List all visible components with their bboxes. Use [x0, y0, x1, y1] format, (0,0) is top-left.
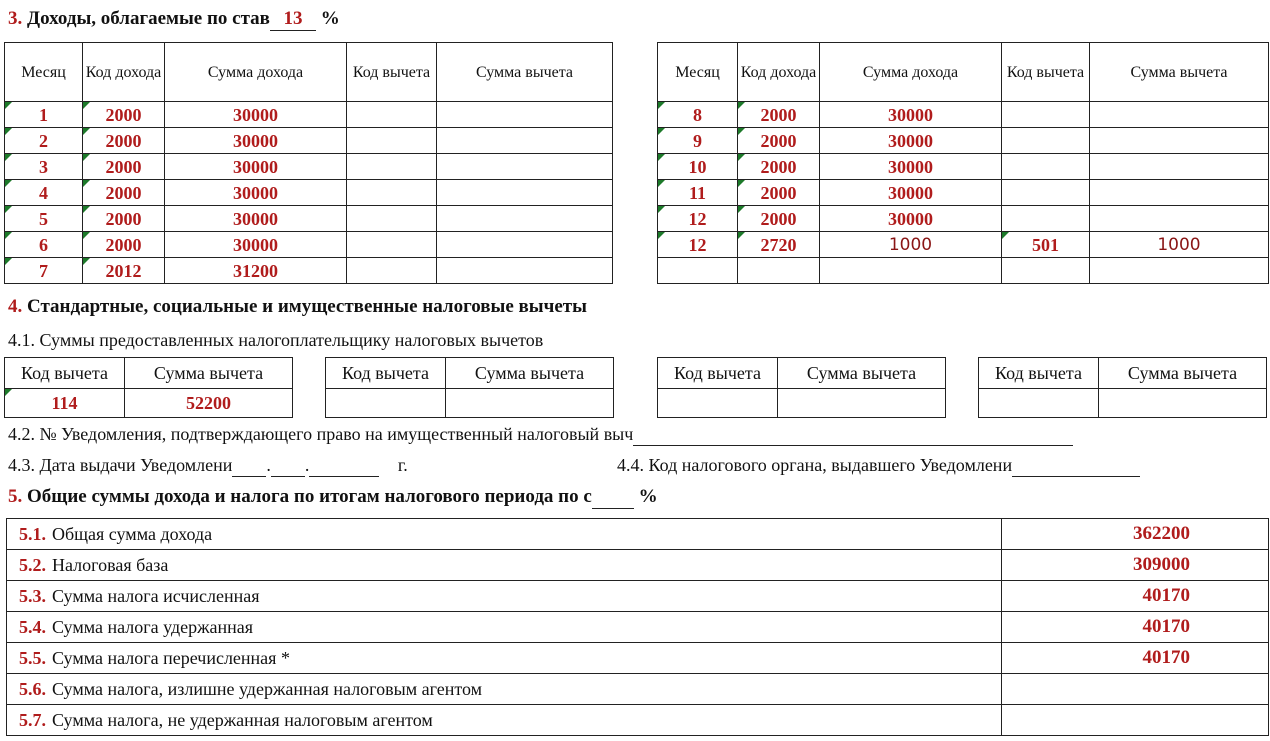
header-deduction-sum: Сумма вычета — [446, 358, 614, 389]
date-year-suffix: г. — [397, 455, 408, 475]
total-label-cell — [7, 643, 1002, 674]
row-code: 5.4. — [19, 616, 46, 637]
deduction-sum-cell[interactable] — [437, 154, 613, 180]
income-table-right — [657, 42, 1269, 284]
table-row — [658, 154, 1269, 180]
rate-value[interactable]: 13 — [270, 8, 316, 31]
header-deduction-code: Код вычета — [326, 358, 446, 389]
section-5-title-text: Общие суммы дохода и налога по итогам налогового периода по с — [27, 486, 592, 507]
deduction-code-cell[interactable] — [347, 102, 437, 128]
table-row — [5, 154, 613, 180]
deduction-table-4 — [978, 357, 1267, 418]
date-month-field[interactable] — [271, 455, 305, 477]
income-sum-cell[interactable]: 30000 — [820, 154, 1002, 180]
deduction-sum-cell[interactable] — [1090, 206, 1269, 232]
table-row — [658, 180, 1269, 206]
table-row — [7, 612, 1269, 643]
deduction-sum-cell[interactable] — [437, 258, 613, 284]
total-label-cell — [7, 519, 1002, 550]
total-label-cell — [7, 581, 1002, 612]
header-income-sum: Сумма дохода — [165, 43, 347, 102]
table-row — [7, 550, 1269, 581]
subsection-4-3-label: 4.3. Дата выдачи Уведомлени — [8, 455, 233, 475]
income-sum-cell[interactable] — [820, 258, 1002, 284]
deduction-table-3 — [657, 357, 946, 418]
totals-table — [6, 518, 1269, 736]
income-sum-cell[interactable]: 30000 — [165, 180, 347, 206]
header-deduction-sum: Сумма вычета — [778, 358, 946, 389]
subsection-4-2-label: 4.2. № Уведомления, подтверждающего право на имущественный налоговый выч — [8, 424, 634, 444]
section-5-title — [8, 486, 658, 509]
month-cell[interactable]: 5 — [5, 206, 83, 232]
rate-percent: % — [320, 8, 340, 29]
income-code-cell[interactable]: 2720 — [738, 232, 820, 258]
table-row — [658, 232, 1269, 258]
table-row — [7, 674, 1269, 705]
table-row — [658, 102, 1269, 128]
deduction-code-cell[interactable] — [347, 128, 437, 154]
header-income-code: Код дохода — [738, 43, 820, 102]
row-code: 5.3. — [19, 585, 46, 606]
income-code-cell[interactable]: 2000 — [83, 154, 165, 180]
month-cell[interactable]: 3 — [5, 154, 83, 180]
table-row — [7, 519, 1269, 550]
deduction-sum-cell[interactable] — [437, 232, 613, 258]
row-code: 5.2. — [19, 554, 46, 575]
month-cell[interactable]: 4 — [5, 180, 83, 206]
header-deduction-code: Код вычета — [5, 358, 125, 389]
subsection-4-3 — [8, 455, 408, 477]
deduction-code-cell[interactable] — [1002, 154, 1090, 180]
tax-calculated-value[interactable]: 40170 — [1002, 581, 1269, 612]
section-4-number: 4. — [8, 296, 23, 317]
header-deduction-sum: Сумма вычета — [1099, 358, 1267, 389]
deduction-sum-cell[interactable]: 1000 — [1090, 232, 1269, 258]
income-code-cell[interactable] — [738, 258, 820, 284]
subsection-4-4 — [617, 455, 1140, 477]
date-day-field[interactable] — [232, 455, 266, 477]
total-income-value[interactable]: 362200 — [1002, 519, 1269, 550]
month-cell[interactable]: 12 — [658, 206, 738, 232]
deduction-sum-cell[interactable] — [437, 102, 613, 128]
section-3-title — [8, 8, 340, 31]
deduction-sum-cell[interactable] — [1090, 128, 1269, 154]
deduction-sum-cell[interactable] — [1090, 102, 1269, 128]
month-cell[interactable]: 12 — [658, 232, 738, 258]
total-label-cell — [7, 705, 1002, 736]
header-income-code: Код дохода — [83, 43, 165, 102]
deduction-sum-cell[interactable] — [778, 389, 946, 418]
section-3-number: 3. — [8, 8, 23, 29]
table-row — [5, 206, 613, 232]
row-label: Сумма налога удержанная — [52, 616, 254, 637]
deduction-sum-cell[interactable]: 52200 — [125, 389, 293, 418]
deduction-code-cell[interactable] — [347, 232, 437, 258]
income-code-cell[interactable]: 2000 — [83, 180, 165, 206]
table-row — [5, 128, 613, 154]
row-code: 5.1. — [19, 523, 46, 544]
month-cell[interactable]: 11 — [658, 180, 738, 206]
deduction-code-cell[interactable] — [979, 389, 1099, 418]
income-sum-cell[interactable]: 30000 — [820, 180, 1002, 206]
income-code-cell[interactable]: 2000 — [83, 102, 165, 128]
header-deduction-sum: Сумма вычета — [437, 43, 613, 102]
row-label: Налоговая база — [52, 554, 169, 575]
income-sum-cell[interactable]: 30000 — [165, 154, 347, 180]
section-4-title-text: Стандартные, социальные и имущественные налоговые вычеты — [27, 296, 587, 317]
header-income-sum: Сумма дохода — [820, 43, 1002, 102]
row-code: 5.5. — [19, 647, 46, 668]
deduction-sum-cell[interactable] — [437, 128, 613, 154]
total-label-cell — [7, 612, 1002, 643]
income-code-cell[interactable]: 2000 — [738, 206, 820, 232]
deduction-code-cell[interactable] — [347, 206, 437, 232]
section-3-title-text: Доходы, облагаемые по став — [27, 8, 270, 29]
income-code-cell[interactable]: 2012 — [83, 258, 165, 284]
month-cell[interactable] — [658, 258, 738, 284]
tax-withheld-value[interactable]: 40170 — [1002, 612, 1269, 643]
income-code-cell[interactable]: 2000 — [83, 232, 165, 258]
table-row — [5, 180, 613, 206]
row-code: 5.7. — [19, 709, 46, 730]
deduction-code-cell[interactable] — [347, 258, 437, 284]
deduction-code-cell[interactable] — [658, 389, 778, 418]
date-year-field[interactable] — [309, 455, 379, 477]
month-cell[interactable]: 7 — [5, 258, 83, 284]
deduction-sum-cell[interactable] — [1099, 389, 1267, 418]
deduction-sum-cell[interactable] — [1090, 258, 1269, 284]
deduction-sum-cell[interactable] — [446, 389, 614, 418]
month-cell[interactable]: 9 — [658, 128, 738, 154]
income-sum-cell[interactable]: 30000 — [820, 102, 1002, 128]
subsection-4-4-label: 4.4. Код налогового органа, выдавшего Уведомлени — [617, 455, 1013, 475]
header-deduction-code: Код вычета — [658, 358, 778, 389]
table-row — [5, 232, 613, 258]
deduction-sum-cell[interactable] — [437, 180, 613, 206]
row-label: Сумма налога исчисленная — [52, 585, 260, 606]
deduction-code-cell[interactable] — [1002, 206, 1090, 232]
total-label-cell — [7, 550, 1002, 581]
table-row — [7, 705, 1269, 736]
table-row — [658, 258, 1269, 284]
section-4-title — [8, 296, 587, 318]
month-cell[interactable]: 2 — [5, 128, 83, 154]
date-separator: . — [304, 455, 310, 475]
income-sum-cell[interactable]: 30000 — [165, 128, 347, 154]
row-label: Общая сумма дохода — [52, 523, 213, 544]
income-sum-cell[interactable]: 31200 — [165, 258, 347, 284]
table-row — [7, 581, 1269, 612]
deduction-code-cell[interactable] — [1002, 128, 1090, 154]
deduction-sum-cell[interactable] — [1090, 154, 1269, 180]
tax-office-code-field[interactable] — [1012, 455, 1140, 477]
deduction-code-cell[interactable] — [1002, 258, 1090, 284]
deduction-code-cell[interactable]: 114 — [5, 389, 125, 418]
section-5-percent: % — [638, 486, 658, 507]
income-code-cell[interactable]: 2000 — [738, 180, 820, 206]
deduction-code-cell[interactable] — [326, 389, 446, 418]
income-sum-cell[interactable]: 30000 — [820, 206, 1002, 232]
deduction-sum-cell[interactable] — [437, 206, 613, 232]
income-code-cell[interactable]: 2000 — [738, 128, 820, 154]
income-table-left — [4, 42, 613, 284]
month-cell[interactable]: 10 — [658, 154, 738, 180]
header-deduction-code: Код вычета — [1002, 43, 1090, 102]
income-sum-cell[interactable]: 30000 — [165, 102, 347, 128]
deduction-code-cell[interactable]: 501 — [1002, 232, 1090, 258]
income-sum-cell[interactable]: 30000 — [165, 232, 347, 258]
notification-number-field[interactable] — [633, 424, 1073, 446]
total-label-cell — [7, 674, 1002, 705]
income-code-cell[interactable]: 2000 — [83, 128, 165, 154]
tax-transferred-value[interactable]: 40170 — [1002, 643, 1269, 674]
deduction-table-1 — [4, 357, 293, 418]
tax-base-value[interactable]: 309000 — [1002, 550, 1269, 581]
income-sum-cell[interactable]: 30000 — [820, 128, 1002, 154]
subsection-4-1: 4.1. Суммы предоставленных налогоплательщику налоговых вычетов — [8, 330, 544, 350]
table-row — [7, 643, 1269, 674]
section-5-number: 5. — [8, 486, 23, 507]
month-cell[interactable]: 1 — [5, 102, 83, 128]
deduction-code-cell[interactable] — [347, 154, 437, 180]
header-month: Месяц — [658, 43, 738, 102]
row-code: 5.6. — [19, 678, 46, 699]
month-cell[interactable]: 6 — [5, 232, 83, 258]
income-sum-cell[interactable]: 30000 — [165, 206, 347, 232]
header-month: Месяц — [5, 43, 83, 102]
deduction-table-2 — [325, 357, 614, 418]
table-row — [5, 258, 613, 284]
row-label: Сумма налога, излишне удержанная налоговым агентом — [52, 678, 483, 699]
income-code-cell[interactable]: 2000 — [83, 206, 165, 232]
header-deduction-code: Код вычета — [979, 358, 1099, 389]
date-separator: . — [266, 455, 271, 475]
table-row — [5, 102, 613, 128]
deduction-sum-cell[interactable] — [1090, 180, 1269, 206]
header-deduction-sum: Сумма вычета — [125, 358, 293, 389]
income-sum-cell[interactable]: 1000 — [820, 232, 1002, 258]
subsection-4-2 — [8, 424, 1073, 446]
month-cell[interactable]: 8 — [658, 102, 738, 128]
table-row — [658, 206, 1269, 232]
table-row — [658, 128, 1269, 154]
income-code-cell[interactable]: 2000 — [738, 154, 820, 180]
income-code-cell[interactable]: 2000 — [738, 102, 820, 128]
tax-overwithheld-value[interactable] — [1002, 674, 1269, 705]
deduction-code-cell[interactable] — [347, 180, 437, 206]
tax-not-withheld-value[interactable] — [1002, 705, 1269, 736]
header-deduction-code: Код вычета — [347, 43, 437, 102]
deduction-code-cell[interactable] — [1002, 180, 1090, 206]
row-label: Сумма налога перечисленная * — [52, 647, 290, 668]
section-5-rate-field[interactable] — [592, 486, 634, 509]
row-label: Сумма налога, не удержанная налоговым агентом — [52, 709, 433, 730]
deduction-code-cell[interactable] — [1002, 102, 1090, 128]
header-deduction-sum: Сумма вычета — [1090, 43, 1269, 102]
